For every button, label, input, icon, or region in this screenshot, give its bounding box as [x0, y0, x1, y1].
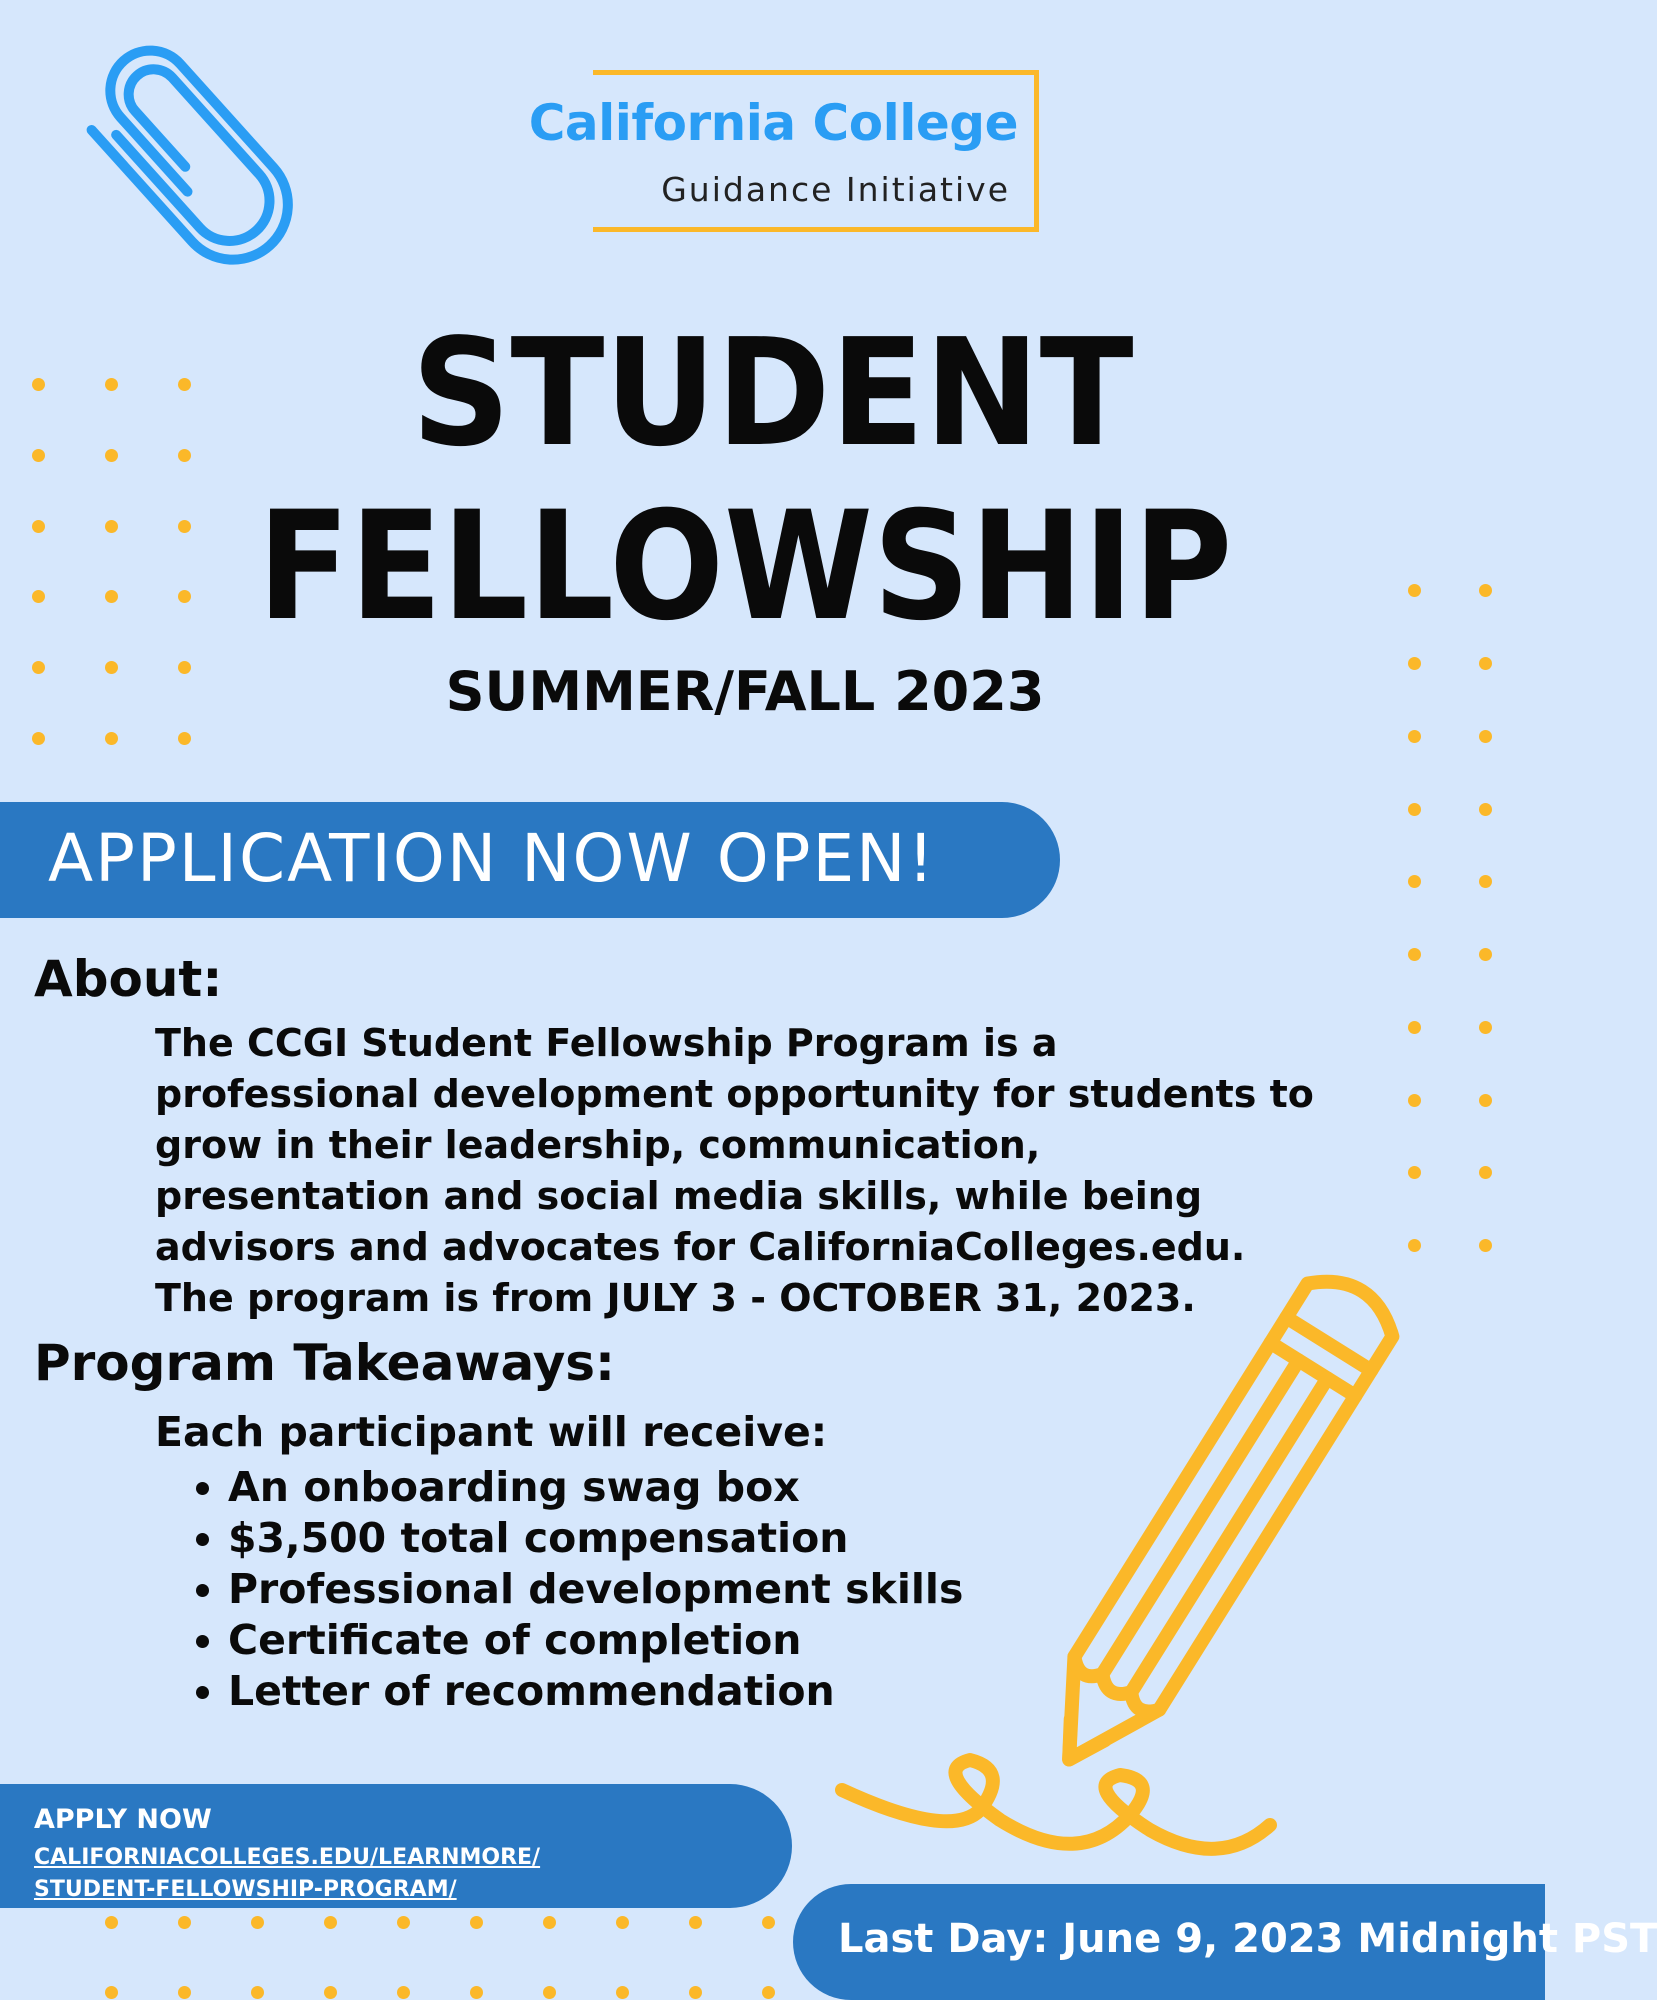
- decorative-dot: [1408, 1239, 1421, 1252]
- decorative-dot: [1408, 948, 1421, 961]
- list-item: • Professional development skills: [228, 1564, 963, 1615]
- about-heading: About:: [34, 950, 223, 1008]
- decorative-dot: [543, 1916, 556, 1929]
- decorative-dot: [1408, 1166, 1421, 1179]
- takeaways-heading: Program Takeaways:: [34, 1334, 616, 1392]
- decorative-dot: [1479, 948, 1492, 961]
- decorative-dot: [1408, 730, 1421, 743]
- decorative-dot: [1408, 1021, 1421, 1034]
- decorative-dot: [1408, 1094, 1421, 1107]
- decorative-dot: [397, 1986, 410, 1999]
- paperclip-icon: [80, 20, 350, 260]
- list-item: • Letter of recommendation: [228, 1666, 963, 1717]
- decorative-dot: [470, 1916, 483, 1929]
- decorative-dot: [1479, 1239, 1492, 1252]
- apply-link[interactable]: [34, 1842, 540, 1906]
- decorative-dot: [105, 732, 118, 745]
- decorative-dot: [616, 1986, 629, 1999]
- decorative-dot: [251, 1916, 264, 1929]
- decorative-dot: [1479, 1021, 1492, 1034]
- decorative-dot: [178, 1986, 191, 1999]
- decorative-dot: [32, 449, 45, 462]
- decorative-dot: [1479, 1094, 1492, 1107]
- decorative-dot: [32, 378, 45, 391]
- decorative-dot: [1479, 803, 1492, 816]
- decorative-dot: [543, 1986, 556, 1999]
- decorative-dot: [324, 1986, 337, 1999]
- decorative-dot: [689, 1986, 702, 1999]
- logo-subtitle: Guidance Initiative: [661, 170, 1010, 209]
- decorative-dot: [105, 1986, 118, 1999]
- apply-link-line-1[interactable]: CALIFORNIACOLLEGES.EDU/LEARNMORE/: [34, 1845, 541, 1870]
- decorative-dot: [178, 1916, 191, 1929]
- decorative-dot: [616, 1916, 629, 1929]
- decorative-dot: [251, 1986, 264, 1999]
- decorative-dot: [689, 1916, 702, 1929]
- application-banner-text: APPLICATION NOW OPEN!: [48, 820, 937, 897]
- apply-link-line-2[interactable]: STUDENT-FELLOWSHIP-PROGRAM/: [34, 1877, 457, 1902]
- page-subtitle: SUMMER/FALL 2023: [445, 660, 1045, 723]
- page-title-line-1: STUDENT: [411, 307, 1134, 479]
- logo-title: California College: [528, 94, 1018, 152]
- decorative-dot: [1408, 803, 1421, 816]
- decorative-dot: [324, 1916, 337, 1929]
- decorative-dot: [762, 1916, 775, 1929]
- decorative-dot: [178, 732, 191, 745]
- decorative-dot: [397, 1916, 410, 1929]
- decorative-dot: [32, 732, 45, 745]
- pencil-icon: [830, 1270, 1545, 1860]
- decorative-dot: [1479, 1166, 1492, 1179]
- takeaways-intro: Each participant will receive:: [155, 1408, 828, 1456]
- page-title-line-2: FELLOWSHIP: [257, 480, 1233, 654]
- about-text: The CCGI Student Fellowship Program is a professional development opportunity for students to grow in their leadership, communication, presentation and social media skills, while being advisors and advocates for CaliforniaColleges.edu. The program is from JULY 3 - OCTOBER 31, 2023.: [155, 1021, 1314, 1320]
- decorative-dot: [1479, 875, 1492, 888]
- deadline-text: Last Day: June 9, 2023 Midnight PST: [838, 1916, 1657, 1962]
- decorative-dot: [762, 1986, 775, 1999]
- list-item: • An onboarding swag box: [228, 1462, 963, 1513]
- decorative-dot: [1479, 730, 1492, 743]
- decorative-dot: [1479, 584, 1492, 597]
- list-item: • $3,500 total compensation: [228, 1513, 963, 1564]
- list-item: • Certificate of completion: [228, 1615, 963, 1666]
- decorative-dot: [32, 590, 45, 603]
- decorative-dot: [1408, 875, 1421, 888]
- apply-now-label: APPLY NOW: [34, 1804, 212, 1835]
- decorative-dot: [105, 1916, 118, 1929]
- decorative-dot: [32, 520, 45, 533]
- decorative-dot: [470, 1986, 483, 1999]
